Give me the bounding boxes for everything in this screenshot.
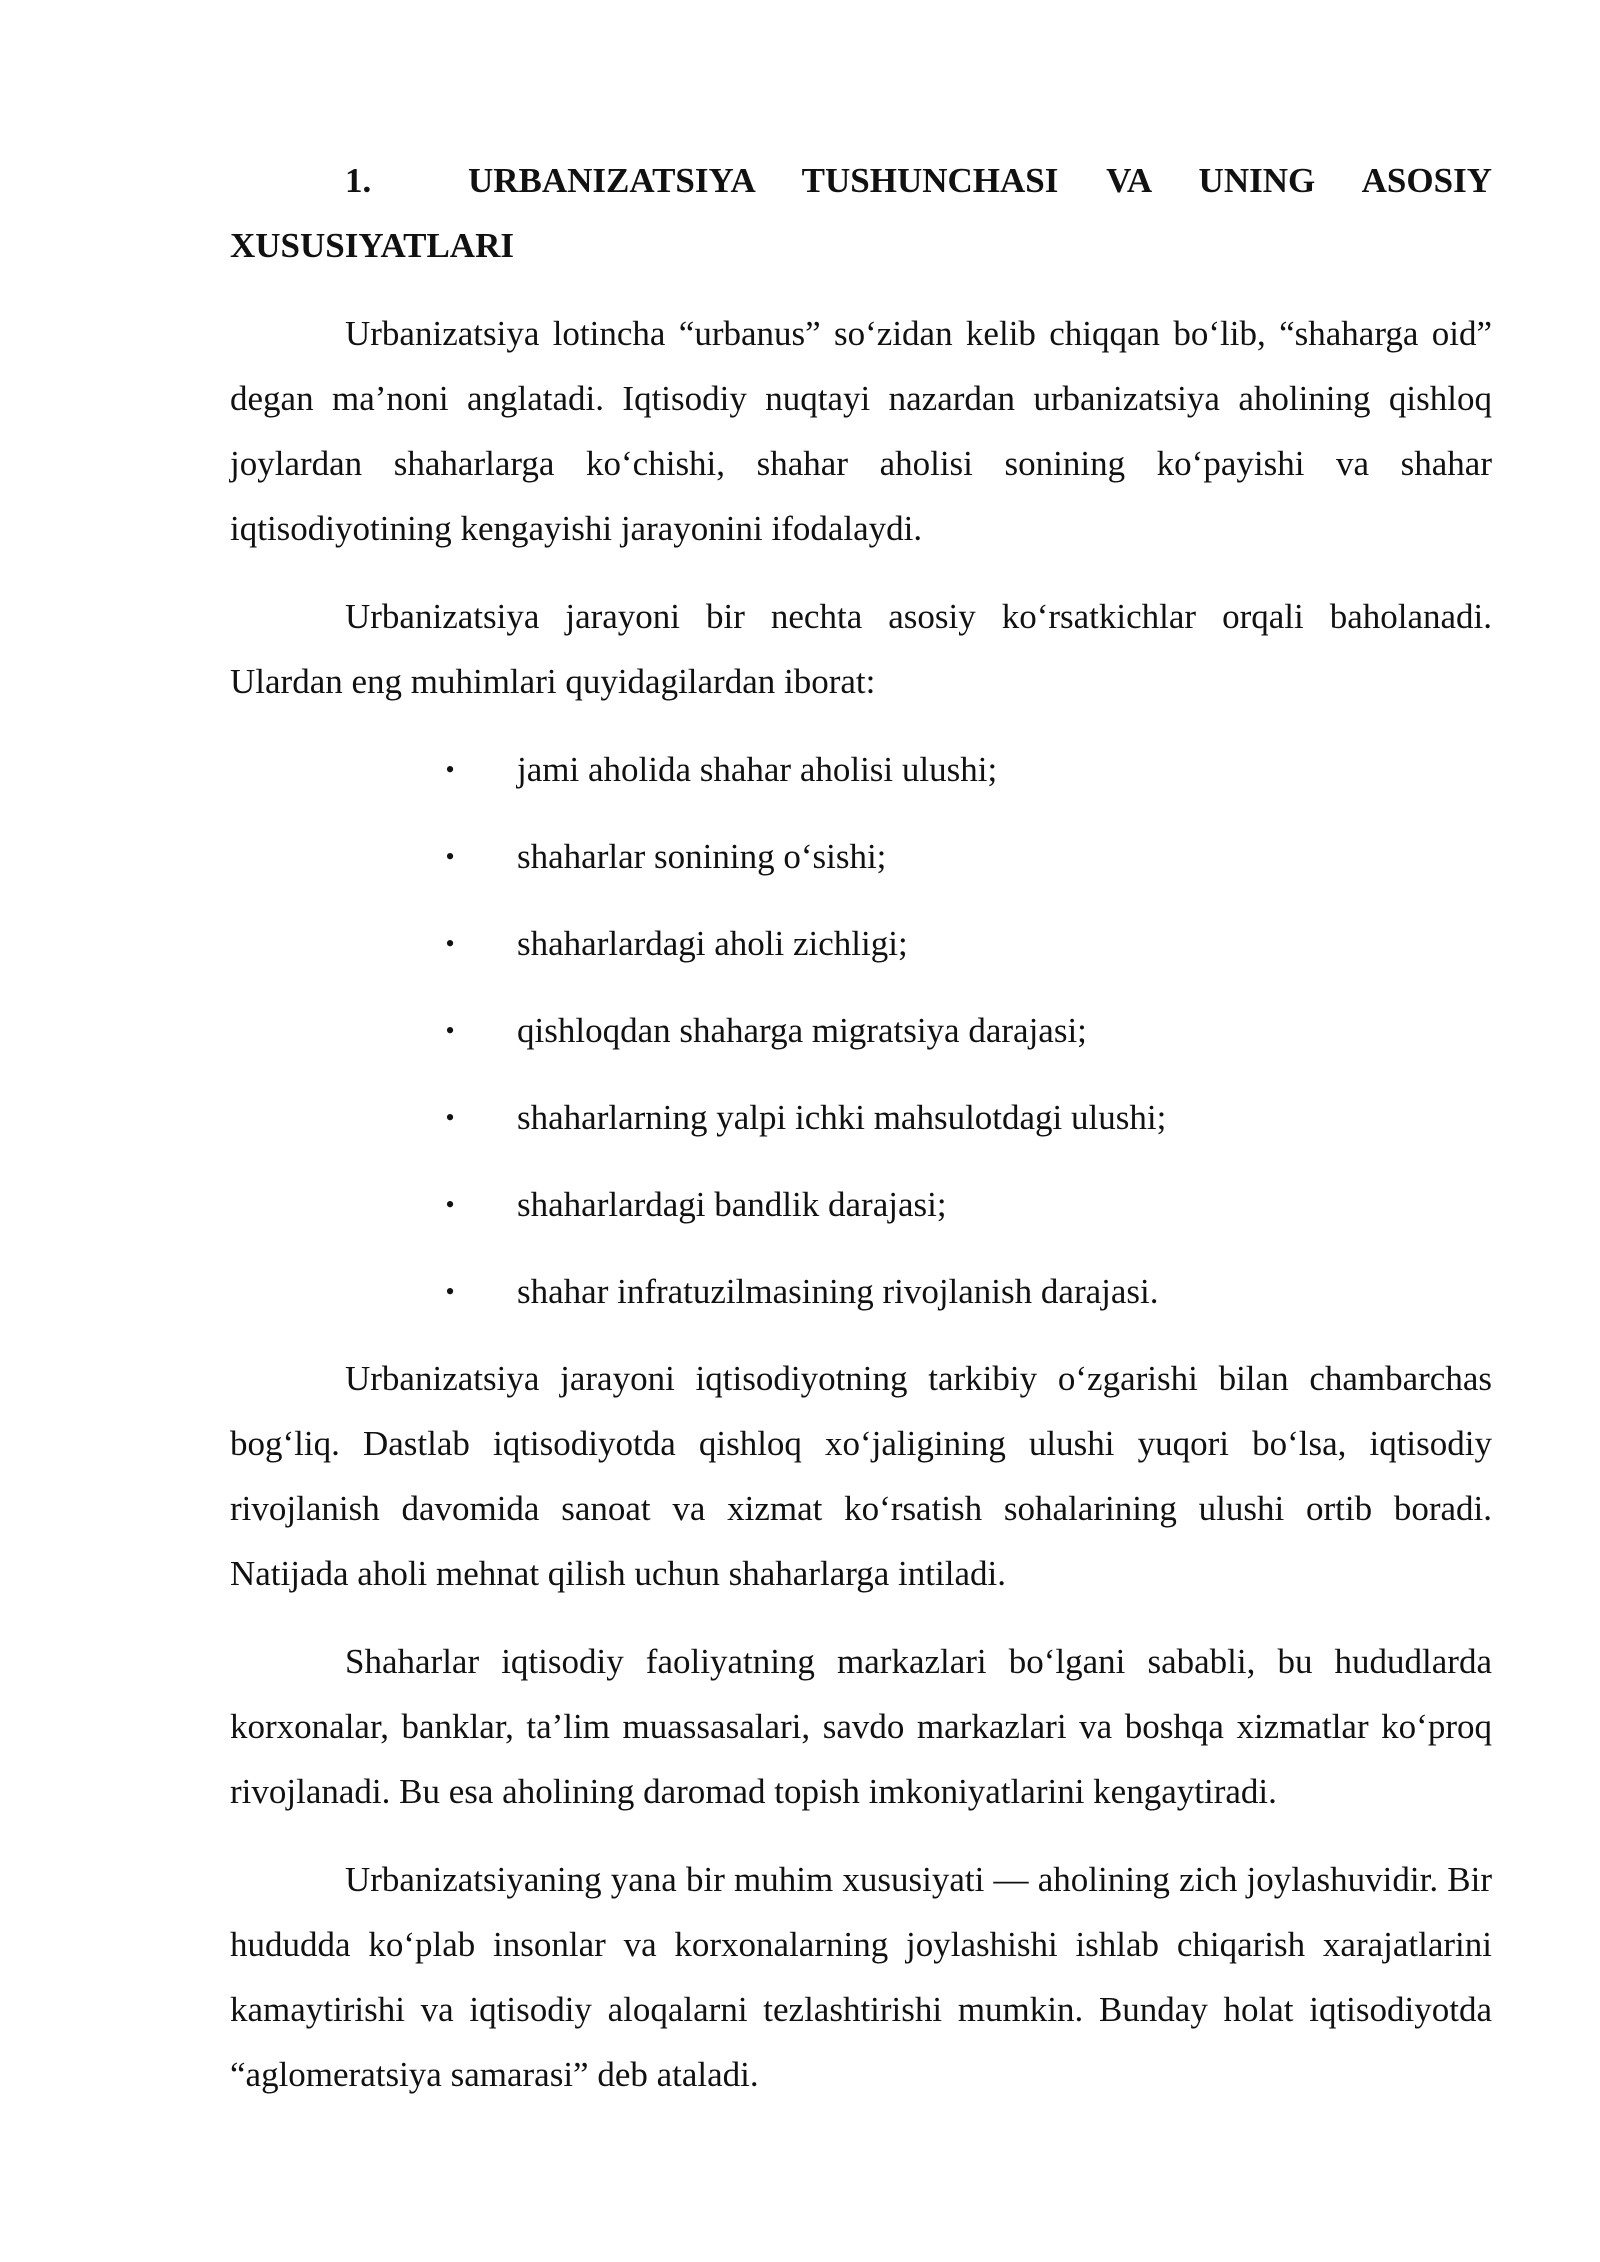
paragraph-economic-centers: Shaharlar iqtisodiy faoliyatning markazlari bo‘lgani sababli, bu hududlarda korxonalar, banklar, ta’lim muassasalari, savdo markazlari va boshqa xizmatlar ko‘proq rivojlanadi. Bu esa aholining daromad topish imkoniyatlarini kengaytiradi.	[230, 1642, 1492, 1811]
paragraph-structural-change: Urbanizatsiya jarayoni iqtisodiyotning tarkibiy o‘zgarishi bilan chambarchas bog‘liq. Dastlab iqtisodiyotda qishloq xo‘jaligining ulushi yuqori bo‘lsa, iqtisodiy rivojlanish davomida sanoat va xizmat ko‘rsatish sohalarining ulushi ortib boradi. Natijada aholi mehnat qilish uchun shaharlarga intiladi.	[230, 1359, 1492, 1593]
section-heading: 1. URBANIZATSIYA TUSHUNCHASI VA UNING ASOSIY XUSUSIYATLARI	[230, 161, 1492, 265]
list-item	[230, 998, 1492, 1063]
list-item-text: shahar infratuzilmasining rivojlanish darajasi.	[517, 1272, 1159, 1311]
indicator-list	[230, 737, 1492, 1324]
list-item-text: shaharlar sonining o‘sishi;	[517, 837, 887, 876]
list-item	[230, 824, 1492, 889]
list-item	[230, 1172, 1492, 1237]
bullet-icon: •	[445, 1016, 455, 1045]
bullet-icon: •	[445, 755, 455, 784]
bullet-icon: •	[445, 1190, 455, 1219]
bullet-icon: •	[445, 842, 455, 871]
list-item	[230, 737, 1492, 802]
list-item	[230, 1259, 1492, 1324]
list-item	[230, 911, 1492, 976]
list-item	[230, 1085, 1492, 1150]
list-item-text: qishloqdan shaharga migratsiya darajasi;	[517, 1011, 1087, 1050]
list-item-text: shaharlardagi aholi zichligi;	[517, 924, 908, 963]
bullet-icon: •	[445, 1277, 455, 1306]
bullet-icon: •	[445, 929, 455, 958]
list-item-text: shaharlarning yalpi ichki mahsulotdagi ulushi;	[517, 1098, 1167, 1137]
paragraph-definition: Urbanizatsiya lotincha “urbanus” so‘zidan kelib chiqqan bo‘lib, “shaharga oid” degan ma’noni anglatadi. Iqtisodiy nuqtayi nazardan urbanizatsiya aholining qishloq joylardan shaharlarga ko‘chishi, shahar aholisi sonining ko‘payishi va shahar iqtisodiyotining kengayishi jarayonini ifodalaydi.	[230, 314, 1492, 548]
paragraph-indicators-intro: Urbanizatsiya jarayoni bir nechta asosiy ko‘rsatkichlar orqali baholanadi. Ulardan eng muhimlari quyidagilardan iborat:	[230, 597, 1492, 701]
bullet-icon: •	[445, 1103, 455, 1132]
document-page	[230, 148, 1492, 2130]
list-item-text: jami aholida shahar aholisi ulushi;	[517, 750, 998, 789]
list-item-text: shaharlardagi bandlik darajasi;	[517, 1185, 947, 1224]
paragraph-agglomeration: Urbanizatsiyaning yana bir muhim xususiyati — aholining zich joylashuvidir. Bir hududda ko‘plab insonlar va korxonalarning joylashishi ishlab chiqarish xarajatlarini kamaytirishi va iqtisodiy aloqalarni tezlashtirishi mumkin. Bunday holat iqtisodiyotda “aglomeratsiya samarasi” deb ataladi.	[230, 1860, 1492, 2094]
